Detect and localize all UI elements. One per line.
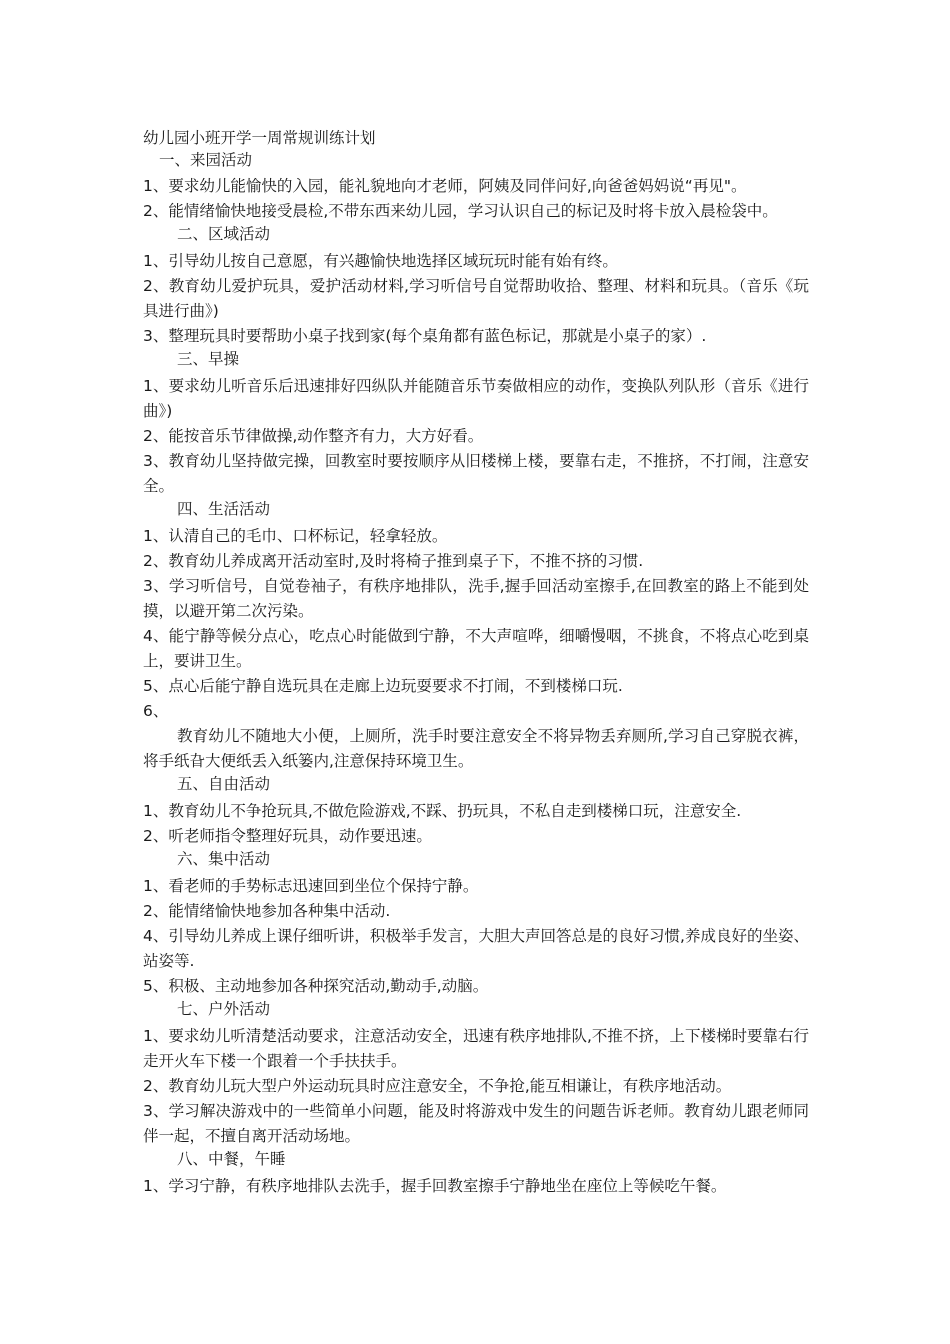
paragraph: 2、听老师指令整理好玩具，动作要迅速。 — [143, 827, 432, 845]
paragraph: 3、教育幼儿坚持做完操，回教室时要按顺序从旧楼梯上楼，要靠右走，不推挤，不打闹，注意安全。 — [143, 452, 809, 495]
paragraph: 2、教育幼儿玩大型户外运动玩具时应注意安全，不争抢,能互相谦让，有秩序地活动。 — [143, 1077, 732, 1095]
document-title: 幼儿园小班开学一周常规训练计划 — [143, 129, 376, 147]
paragraph: 1、要求幼儿听清楚活动要求，注意活动安全，迅速有秩序地排队,不推不挤，上下楼梯时要靠右行走开火车下楼一个跟着一个手扶扶手。 — [143, 1027, 809, 1070]
paragraph: 5、积极、主动地参加各种探究活动,勤动手,动脑。 — [143, 977, 489, 995]
paragraph: 2、能情绪愉快地参加各种集中活动. — [143, 902, 391, 920]
paragraph: 2、教育幼儿爱护玩具，爱护活动材料,学习听信号自觉帮助收拾、整理、材料和玩具。（音乐《玩具进行曲》) — [143, 277, 809, 320]
section-heading-arrival: 一、来园活动 — [159, 151, 253, 169]
paragraph: 1、看老师的手势标志迅速回到坐位个保持宁静。 — [143, 877, 479, 895]
paragraph: 1、引导幼儿按自己意愿，有兴趣愉快地选择区域玩玩时能有始有终。 — [143, 252, 618, 270]
section-heading-free-activity: 五、自由活动 — [177, 775, 271, 793]
paragraph: 6、 — [143, 702, 169, 720]
paragraph: 3、学习听信号，自觉卷袖子，有秩序地排队，洗手,握手回活动室擦手,在回教室的路上不能到处摸，以避开第二次污染。 — [143, 577, 809, 620]
section-heading-daily-life: 四、生活活动 — [177, 500, 271, 518]
section-heading-group-activity: 六、集中活动 — [177, 850, 271, 868]
section-heading-morning-exercise: 三、早操 — [177, 350, 240, 368]
paragraph: 2、能情绪愉快地接受晨检,不带东西来幼儿园，学习认识自己的标记及时将卡放入晨检袋中。 — [143, 202, 778, 220]
paragraph: 4、引导幼儿养成上课仔细听讲，积极举手发言，大胆大声回答总是的良好习惯,养成良好的坐姿、站姿等. — [143, 927, 809, 970]
paragraph: 教育幼儿不随地大小便，上厕所，洗手时要注意安全不将异物丢弃厕所,学习自己穿脱衣裤，将手纸旮大便纸丢入纸篓内,注意保持环境卫生。 — [143, 727, 809, 770]
paragraph: 1、要求幼儿能愉快的入园，能礼貌地向才老师，阿姨及同伴问好,向爸爸妈妈说“再见"。 — [143, 177, 747, 195]
paragraph: 1、学习宁静，有秩序地排队去洗手，握手回教室擦手宁静地坐在座位上等候吃午餐。 — [143, 1177, 727, 1195]
paragraph: 1、要求幼儿听音乐后迅速排好四纵队并能随音乐节奏做相应的动作，变换队列队形（音乐《进行曲》) — [143, 377, 809, 420]
paragraph: 5、点心后能宁静自选玩具在走廊上边玩耍要求不打闹，不到楼梯口玩. — [143, 677, 623, 695]
section-heading-area-activity: 二、区域活动 — [177, 225, 271, 243]
document-page — [143, 128, 809, 1199]
paragraph: 1、认清自己的毛巾、口杯标记，轻拿轻放。 — [143, 527, 448, 545]
paragraph: 4、能宁静等候分点心，吃点心时能做到宁静，不大声喧哗，细嚼慢咽，不挑食，不将点心吃到桌上，要讲卫生。 — [143, 627, 809, 670]
section-heading-lunch-nap: 八、中餐，午睡 — [177, 1150, 286, 1168]
paragraph: 2、教育幼儿养成离开活动室时,及时将椅子推到桌子下，不推不挤的习惯. — [143, 552, 644, 570]
section-heading-outdoor-activity: 七、户外活动 — [177, 1000, 271, 1018]
paragraph: 3、整理玩具时要帮助小桌子找到家(每个桌角都有蓝色标记，那就是小桌子的家）. — [143, 327, 707, 345]
paragraph: 2、能按音乐节律做操,动作整齐有力，大方好看。 — [143, 427, 484, 445]
paragraph: 1、教育幼儿不争抢玩具,不做危险游戏,不踩、扔玩具，不私自走到楼梯口玩，注意安全. — [143, 802, 742, 820]
paragraph: 3、学习解决游戏中的一些简单小问题，能及时将游戏中发生的问题告诉老师。教育幼儿跟老师同伴一起，不擅自离开活动场地。 — [143, 1102, 809, 1145]
